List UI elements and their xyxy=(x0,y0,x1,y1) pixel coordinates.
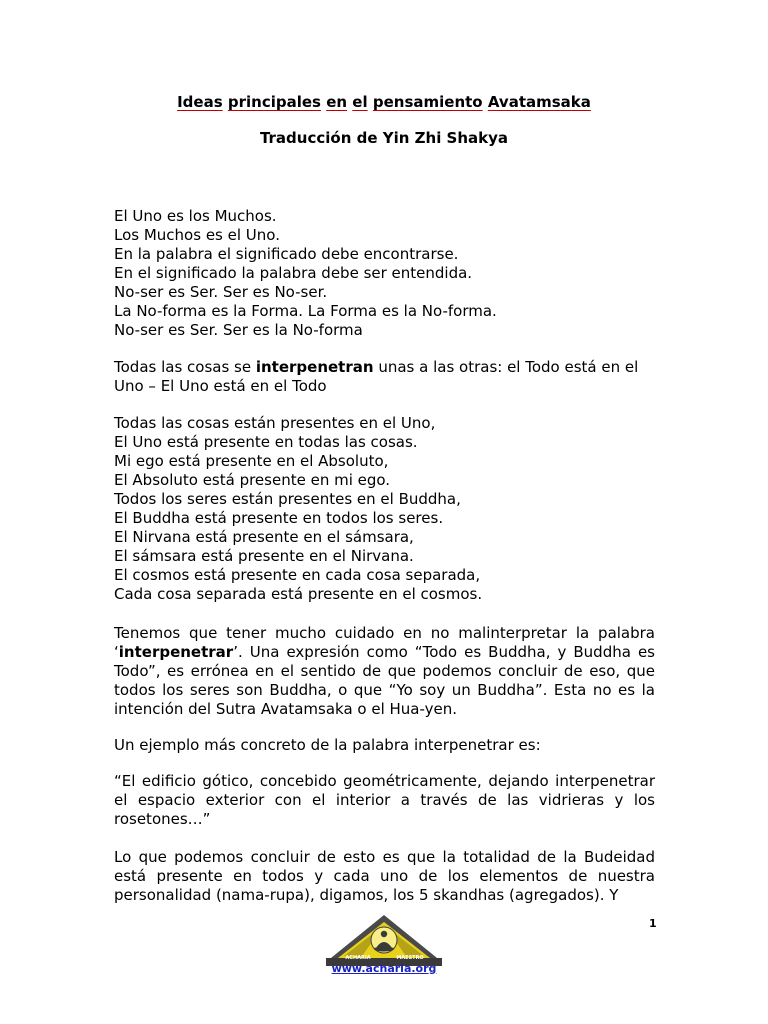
title-word: en xyxy=(326,93,348,111)
stanza-line: No-ser es Ser. Ser es la No-forma xyxy=(114,321,363,339)
bold-term: interpenetran xyxy=(255,358,374,376)
paragraph-conclusion: Lo que podemos concluir de esto es que la totalidad de la Budeidad está presente en todos y cada uno de los elementos de nuestra personalidad (nama-rupa), digamos, los 5 skandhas (agregados). Y xyxy=(114,848,655,904)
stanza-line: El Absoluto está presente en mi ego. xyxy=(114,471,391,489)
paragraph-interpenetrar: Tenemos que tener mucho cuidado en no malinterpretar la palabra ‘interpenetrar’. Una expresión como “Todo es Buddha, y Buddha es Todo”, es errónea en el sentido de que podemos concluir de eso, que todos los seres son Buddha, o que “Yo soy un Buddha”. Esta no es la intención del Sutra Avatamsaka o el Hua-yen. xyxy=(114,624,655,718)
logo-text-right: MAESTRO xyxy=(396,955,424,961)
stanza-one xyxy=(114,207,655,340)
stanza-line: En la palabra el significado debe encontrarse. xyxy=(114,245,459,263)
title-word: pensamiento xyxy=(372,93,483,111)
para-line: Uno – El Uno está en el Todo xyxy=(114,377,327,395)
website-link[interactable]: www.acharia.org xyxy=(331,962,437,975)
stanza-line: No-ser es Ser. Ser es No-ser. xyxy=(114,283,328,301)
stanza-two xyxy=(114,414,655,604)
stanza-line: El Uno está presente en todas las cosas. xyxy=(114,433,418,451)
stanza-line: Todas las cosas están presentes en el Uno, xyxy=(114,414,436,432)
stanza-line: La No-forma es la Forma. La Forma es la No-forma. xyxy=(114,302,497,320)
stanza-line: El sámsara está presente en el Nirvana. xyxy=(114,547,414,565)
stanza-line: Los Muchos es el Uno. xyxy=(114,226,280,244)
paragraph-example-intro: Un ejemplo más concreto de la palabra interpenetrar es: xyxy=(114,736,541,754)
paragraph-interpenetran xyxy=(114,358,655,396)
title-word: Ideas xyxy=(177,93,223,111)
document-subtitle: Traducción de Yin Zhi Shakya xyxy=(259,129,509,147)
acharia-logo xyxy=(324,912,444,968)
title-word: Avatamsaka xyxy=(487,93,591,111)
stanza-line: Cada cosa separada está presente en el cosmos. xyxy=(114,585,483,603)
title-word: el xyxy=(352,93,368,111)
stanza-line: El Nirvana está presente en el sámsara, xyxy=(114,528,414,546)
paragraph-quote: “El edificio gótico, concebido geométricamente, dejando interpenetrar el espacio exterior con el interior a través de las vidrieras y los rosetones…” xyxy=(114,772,655,828)
stanza-line: El Uno es los Muchos. xyxy=(114,207,277,225)
stanza-line: Todos los seres están presentes en el Buddha, xyxy=(114,490,461,508)
bold-term: interpenetrar xyxy=(118,643,234,661)
document-title xyxy=(0,92,768,112)
stanza-line: El cosmos está presente en cada cosa separada, xyxy=(114,566,481,584)
para-line: Todas las cosas se interpenetran unas a las otras: el Todo está en el xyxy=(114,358,639,376)
page-number: 1 xyxy=(649,917,657,930)
title-word: principales xyxy=(227,93,321,111)
stanza-line: El Buddha está presente en todos los seres. xyxy=(114,509,444,527)
logo-text-left: ACHARIA xyxy=(345,955,371,961)
stanza-line: En el significado la palabra debe ser entendida. xyxy=(114,264,473,282)
stanza-line: Mi ego está presente en el Absoluto, xyxy=(114,452,389,470)
